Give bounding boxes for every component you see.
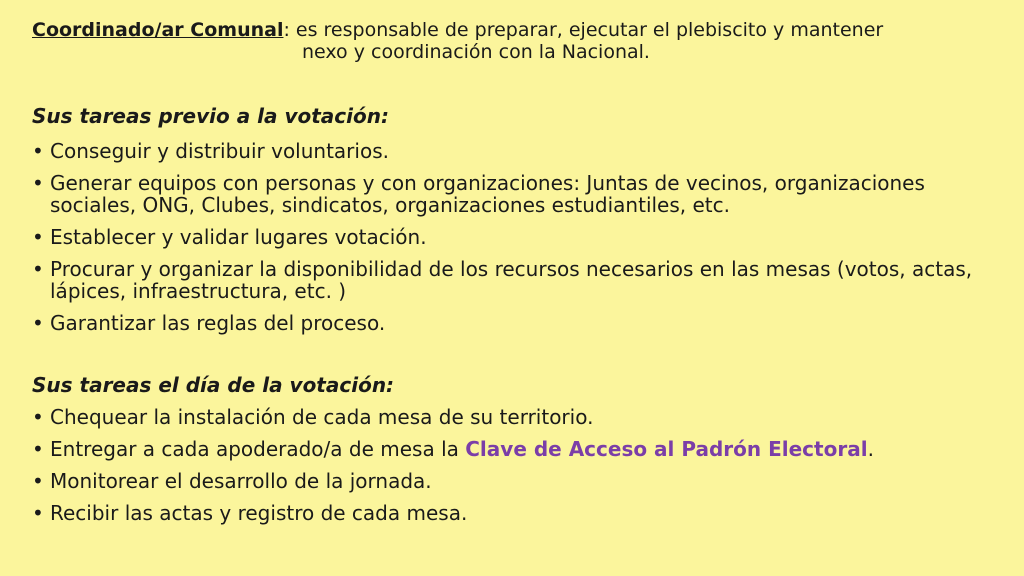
item-text: . bbox=[867, 437, 874, 461]
item-text: Entregar a cada apoderado/a de mesa la bbox=[50, 437, 466, 461]
list-item: • Recibir las actas y registro de cada mesa. bbox=[32, 502, 992, 524]
list-item: • Chequear la instalación de cada mesa de su territorio. bbox=[32, 406, 992, 428]
before-vote-heading: Sus tareas previo a la votación: bbox=[32, 104, 389, 128]
intro-paragraph bbox=[32, 19, 992, 63]
list-item: • Establecer y validar lugares votación. bbox=[32, 226, 992, 248]
intro-text-line1: es responsable de preparar, ejecutar el plebiscito y mantener bbox=[289, 19, 884, 41]
vote-day-heading: Sus tareas el día de la votación: bbox=[32, 373, 395, 397]
before-vote-list bbox=[32, 140, 992, 344]
access-key-highlight: Clave de Acceso al Padrón Electoral bbox=[465, 437, 868, 461]
role-colon: : bbox=[283, 19, 290, 41]
list-item: • Conseguir y distribuir voluntarios. bbox=[32, 140, 992, 162]
intro-text-line2: nexo y coordinación con la Nacional. bbox=[302, 41, 650, 63]
list-item: • Garantizar las reglas del proceso. bbox=[32, 312, 992, 334]
vote-day-list bbox=[32, 406, 992, 534]
list-item bbox=[32, 438, 992, 460]
list-item: • Monitorear el desarrollo de la jornada. bbox=[32, 470, 992, 492]
list-item: • Generar equipos con personas y con organizaciones: Juntas de vecinos, organizaciones sociales, ONG, Clubes, sindicatos, organizaciones estudiantiles, etc. bbox=[32, 172, 992, 216]
role-term: Coordinado/ar Comunal bbox=[32, 19, 284, 41]
list-item: • Procurar y organizar la disponibilidad de los recursos necesarios en las mesas (votos, actas, lápices, infraestructura, etc. ) bbox=[32, 258, 992, 302]
